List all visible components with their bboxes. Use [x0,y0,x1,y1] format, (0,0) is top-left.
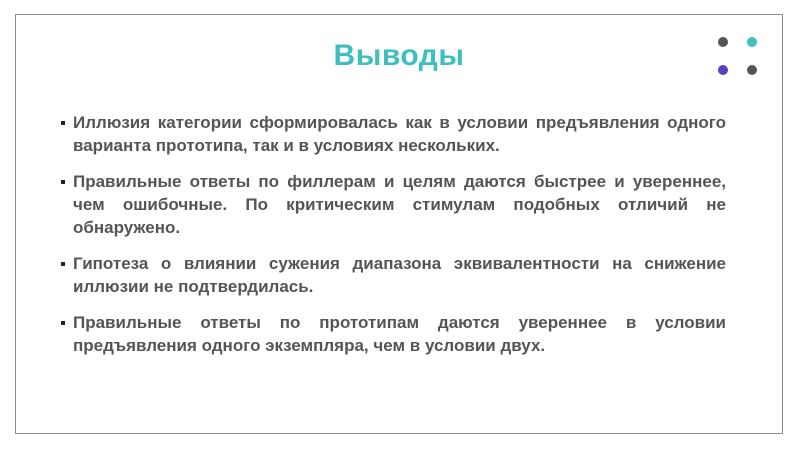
bullet-marker-icon [61,262,65,266]
list-item [73,170,726,239]
bullet-text: Иллюзия категории сформировалась как в условии предъявления одного варианта прототипа, так и в условиях нескольких. [73,113,726,155]
bullet-text: Правильные ответы по прототипам даются увереннее в условии предъявления одного экземпляра, чем в условии двух. [73,313,726,355]
bullet-text: Правильные ответы по филлерам и целям даются быстрее и увереннее, чем ошибочные. По критическим стимулам подобных отличий не обнаружено. [73,172,726,237]
bullet-marker-icon [61,321,65,325]
conclusions-list [73,111,726,370]
decorative-dot-teal [747,37,757,47]
list-item [73,311,726,357]
bullet-text: Гипотеза о влиянии сужения диапазона эквивалентности на снижение иллюзии не подтвердилась. [73,254,726,296]
slide [15,14,783,434]
bullet-marker-icon [61,121,65,125]
decorative-dot-gray [747,65,757,75]
list-item [73,252,726,298]
list-item [73,111,726,157]
decorative-dot-purple [718,65,728,75]
slide-title: Выводы [333,39,465,72]
decorative-dot-gray [718,37,728,47]
bullet-marker-icon [61,180,65,184]
